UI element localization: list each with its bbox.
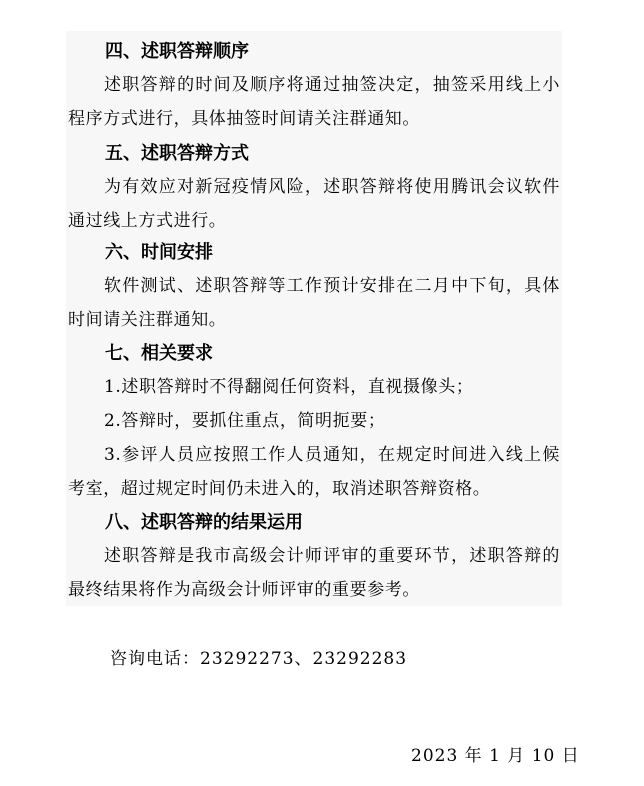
section-paragraph-results: 述职答辩是我市高级会计师评审的重要环节，述职答辩的最终结果将作为高级会计师评审的重要参考。: [68, 546, 560, 600]
section-heading-method: 五、述职答辩方式: [105, 143, 249, 164]
document-date: 2023 年 1 月 10 日: [411, 746, 580, 766]
section-heading-order: 四、述职答辩顺序: [105, 41, 249, 62]
section-paragraph-schedule: 软件测试、述职答辩等工作预计安排在二月中下旬，具体时间请关注群通知。: [68, 276, 560, 330]
section-paragraph-order: 述职答辩的时间及顺序将通过抽签决定，抽签采用线上小程序方式进行，具体抽签时间请关注群通知。: [68, 75, 560, 129]
contact-phone: 咨询电话：23292273、23292283: [110, 649, 408, 669]
section-heading-requirements: 七、相关要求: [105, 343, 213, 364]
requirement-item-2: 2.答辩时，要抓住重点，简明扼要；: [104, 411, 386, 431]
section-heading-results: 八、述职答辩的结果运用: [105, 512, 303, 533]
requirement-item-1: 1.述职答辩时不得翻阅任何资料，直视摄像头；: [104, 377, 474, 397]
section-heading-schedule: 六、时间安排: [105, 242, 213, 263]
requirement-item-3: 3.参评人员应按照工作人员通知，在规定时间进入线上候考室，超过规定时间仍未进入的，取消述职答辩资格。: [68, 445, 560, 499]
section-paragraph-method: 为有效应对新冠疫情风险，述职答辩将使用腾讯会议软件通过线上方式进行。: [68, 177, 560, 231]
